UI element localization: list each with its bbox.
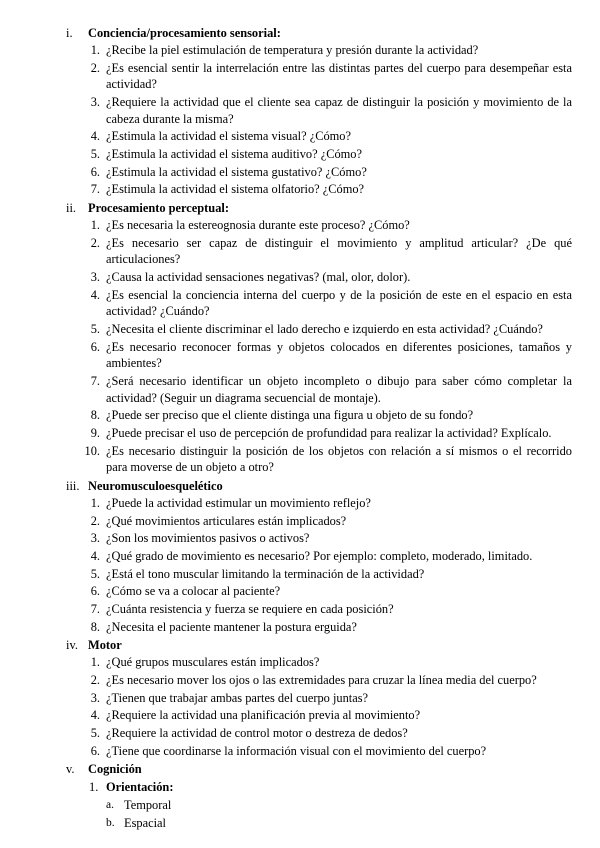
list-item xyxy=(0,321,600,338)
section-heading xyxy=(0,199,600,217)
item-number: 6. xyxy=(90,339,100,354)
list-item xyxy=(0,425,600,442)
section-neuromusculoesqueletico xyxy=(0,477,600,635)
list-item xyxy=(0,181,600,198)
item-number: 5. xyxy=(90,321,100,336)
list-item xyxy=(0,743,600,760)
item-text: ¿Es necesario reconocer formas y objetos colocados en diferentes posiciones, tamaños y ambientes? xyxy=(106,339,572,371)
list-item xyxy=(0,128,600,145)
item-text: ¿Necesita el paciente mantener la postura erguida? xyxy=(106,619,357,634)
item-number: 6. xyxy=(90,164,100,179)
item-text: ¿Qué movimientos articulares están implicados? xyxy=(106,513,347,528)
list-item xyxy=(0,725,600,742)
item-text: ¿Estimula la actividad el sistema gustativo? ¿Cómo? xyxy=(106,164,367,179)
section-title: Neuromusculoesquelético xyxy=(88,478,223,493)
item-text: ¿Es necesario ser capaz de distinguir el movimiento y amplitud articular? ¿De qué articulaciones? xyxy=(106,235,572,267)
list-item xyxy=(0,530,600,547)
section-number: v. xyxy=(66,762,75,777)
item-number: 7. xyxy=(90,601,100,616)
list-item xyxy=(0,269,600,286)
list-item xyxy=(0,287,600,320)
item-number: 4. xyxy=(90,708,100,723)
item-text: ¿Es necesario distinguir la posición de los objetos con relación a sí mismos o el recorrido para moverse de un objeto a otro? xyxy=(106,443,572,475)
item-text: ¿Puede ser preciso que el cliente distinga una figura u objeto de su fondo? xyxy=(106,408,474,423)
item-number: 5. xyxy=(90,726,100,741)
item-text: ¿Tienen que trabajar ambas partes del cuerpo juntas? xyxy=(106,690,369,705)
item-text: ¿Recibe la piel estimulación de temperatura y presión durante la actividad? xyxy=(106,43,479,57)
section-number: i. xyxy=(66,26,73,40)
section-title: Cognición xyxy=(88,762,142,777)
section-title: Motor xyxy=(88,638,122,653)
subsection-heading xyxy=(0,778,600,796)
item-number: 3. xyxy=(90,94,100,109)
section-number: iii. xyxy=(66,478,80,493)
list-item xyxy=(0,513,600,530)
item-number: 3. xyxy=(90,531,100,546)
item-number: 4. xyxy=(90,129,100,144)
item-number: 2. xyxy=(90,235,100,250)
item-number: 10. xyxy=(84,443,100,458)
item-number: 3. xyxy=(90,690,100,705)
item-text: ¿Es esencial la conciencia interna del cuerpo y de la posición de este en el espacio en esta actividad? ¿Cuándo? xyxy=(106,287,572,319)
item-text: ¿Es esencial sentir la interrelación entre las distintas partes del cuerpo para desempeñar esta actividad? xyxy=(106,60,572,92)
section-number: iv. xyxy=(66,638,78,653)
item-text: ¿Necesita el cliente discriminar el lado derecho e izquierdo en esta actividad? ¿Cuándo? xyxy=(106,321,543,336)
list-item xyxy=(0,94,600,127)
subsection-number: 1. xyxy=(89,780,99,795)
item-text: ¿Requiere la actividad una planificación previa al movimiento? xyxy=(106,708,421,723)
section-sensorial xyxy=(0,24,600,198)
item-number: 3. xyxy=(90,269,100,284)
section-heading xyxy=(0,477,600,495)
list-item xyxy=(0,654,600,671)
item-number: 9. xyxy=(90,425,100,440)
list-item xyxy=(0,164,600,181)
list-item xyxy=(0,235,600,268)
item-text: ¿Es necesaria la estereognosia durante este proceso? ¿Cómo? xyxy=(106,218,410,232)
item-number: 1. xyxy=(90,495,100,510)
list-item xyxy=(0,407,600,424)
item-number: 1. xyxy=(90,43,100,57)
subsection-title: Orientación: xyxy=(106,780,174,795)
item-number: 6. xyxy=(90,743,100,758)
item-text: ¿Qué grupos musculares están implicados? xyxy=(106,655,320,670)
list-item xyxy=(0,796,600,814)
item-text: Temporal xyxy=(124,798,172,813)
list-item xyxy=(0,672,600,689)
item-number: 4. xyxy=(90,287,100,302)
item-number: 4. xyxy=(90,548,100,563)
item-text: ¿Estimula la actividad el sistema olfatorio? ¿Cómo? xyxy=(106,182,365,197)
item-number: 2. xyxy=(90,60,100,75)
item-text: ¿Será necesario identificar un objeto incompleto o dibujo para saber cómo completar la actividad? (Seguir un diagrama secuencial de montaje). xyxy=(106,373,572,405)
item-number: 1. xyxy=(90,655,100,670)
item-text: ¿Estimula la actividad el sistema visual? ¿Cómo? xyxy=(106,129,351,144)
section-perceptual xyxy=(0,199,600,476)
item-text: ¿Son los movimientos pasivos o activos? xyxy=(106,531,310,546)
section-heading xyxy=(0,760,600,778)
item-text: ¿Requiere la actividad que el cliente sea capaz de distinguir la posición y movimiento de la cabeza durante la misma? xyxy=(106,94,572,126)
item-text: ¿Cuánta resistencia y fuerza se requiere en cada posición? xyxy=(106,601,394,616)
section-heading xyxy=(0,636,600,654)
item-number: 1. xyxy=(90,218,100,232)
item-letter: b. xyxy=(106,817,115,830)
item-text: ¿Qué grado de movimiento es necesario? Por ejemplo: completo, moderado, limitado. xyxy=(106,548,533,563)
list-item xyxy=(0,60,600,93)
item-number: 8. xyxy=(90,619,100,634)
list-item xyxy=(0,690,600,707)
list-item xyxy=(0,548,600,565)
section-title: Conciencia/procesamiento sensorial: xyxy=(88,26,281,40)
item-number: 5. xyxy=(90,566,100,581)
list-item xyxy=(0,583,600,600)
list-item xyxy=(0,373,600,406)
item-number: 7. xyxy=(90,373,100,388)
list-item xyxy=(0,566,600,583)
item-text: ¿Requiere la actividad de control motor o destreza de dedos? xyxy=(106,726,408,741)
item-text: ¿Cómo se va a colocar al paciente? xyxy=(106,584,281,599)
item-number: 7. xyxy=(90,182,100,197)
list-item xyxy=(0,707,600,724)
item-number: 5. xyxy=(90,146,100,161)
item-text: ¿Está el tono muscular limitando la terminación de la actividad? xyxy=(106,566,425,581)
item-number: 8. xyxy=(90,408,100,423)
item-number: 6. xyxy=(90,584,100,599)
item-text: ¿Estimula la actividad el sistema auditivo? ¿Cómo? xyxy=(106,146,362,161)
item-text: Espacial xyxy=(124,816,166,831)
section-cognicion xyxy=(0,760,600,832)
list-item xyxy=(0,42,600,59)
section-heading xyxy=(0,24,600,42)
item-text: ¿Es necesario mover los ojos o las extremidades para cruzar la línea media del cuerpo? xyxy=(106,673,537,688)
list-item xyxy=(0,443,600,476)
item-letter: a. xyxy=(106,799,114,812)
item-number: 2. xyxy=(90,673,100,688)
list-item xyxy=(0,619,600,636)
item-text: ¿Puede precisar el uso de percepción de profundidad para realizar la actividad? Explícalo. xyxy=(106,425,552,440)
list-item xyxy=(0,814,600,832)
item-text: ¿Causa la actividad sensaciones negativas? (mal, olor, dolor). xyxy=(106,269,411,284)
list-item xyxy=(0,495,600,512)
section-motor xyxy=(0,636,600,759)
item-number: 2. xyxy=(90,513,100,528)
list-item xyxy=(0,217,600,234)
item-text: ¿Puede la actividad estimular un movimiento reflejo? xyxy=(106,495,371,510)
list-item xyxy=(0,601,600,618)
list-item xyxy=(0,339,600,372)
section-number: ii. xyxy=(66,201,76,215)
document-page xyxy=(0,24,600,832)
section-title: Procesamiento perceptual: xyxy=(88,201,229,215)
list-item xyxy=(0,146,600,163)
item-text: ¿Tiene que coordinarse la información visual con el movimiento del cuerpo? xyxy=(106,743,487,758)
